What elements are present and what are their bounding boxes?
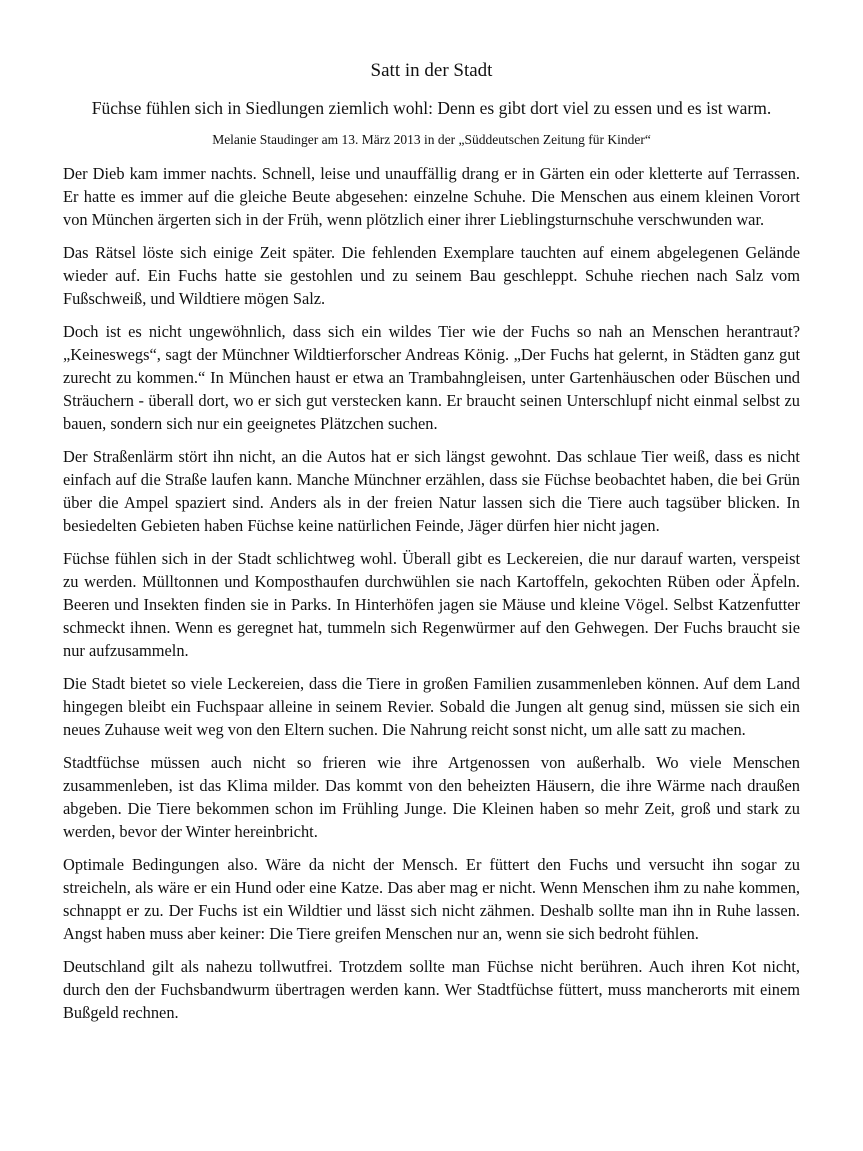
- article-byline: Melanie Staudinger am 13. März 2013 in der „Süddeutschen Zeitung für Kinder“: [212, 132, 651, 147]
- paragraph: Stadtfüchse müssen auch nicht so frieren wie ihre Artgenossen von außerhalb. Wo viele Menschen zusammenleben, ist das Klima milder. Das kommt von den beheizten Häusern, die ihre Wärme nach draußen abgeben. Die Tiere bekommen schon im Frühling Junge. Die Kleinen haben so mehr Zeit, groß und stark zu werden, bevor der Winter hereinbricht.: [63, 753, 800, 841]
- paragraph: Der Dieb kam immer nachts. Schnell, leise und unauffällig drang er in Gärten ein oder kletterte auf Terrassen. Er hatte es immer auf die gleiche Beute abgesehen: einzelne Schuhe. Die Menschen aus einem kleinen Vorort von München ärgerten sich in der Früh, wenn plötzlich einer ihrer Lieblingsturnschuhe verschwunden war.: [63, 164, 800, 229]
- article-body: [63, 162, 800, 1024]
- paragraph: Der Straßenlärm stört ihn nicht, an die Autos hat er sich längst gewohnt. Das schlaue Tier weiß, dass es nicht einfach auf die Straße laufen kann. Manche Münchner erzählen, dass sie Füchse beobachtet haben, die bei Grün über die Ampel spaziert sind. Anders als in der freien Natur lassen sich die Tiere auch tagsüber blicken. In besiedelten Gebieten haben Füchse keine natürlichen Feinde, Jäger dürfen hier nicht jagen.: [63, 447, 800, 535]
- paragraph: Das Rätsel löste sich einige Zeit später. Die fehlenden Exemplare tauchten auf einem abgelegenen Gelände wieder auf. Ein Fuchs hatte sie gestohlen und zu seinem Bau geschleppt. Schuhe riechen nach Salz vom Fußschweiß, und Wildtiere mögen Salz.: [63, 243, 800, 308]
- paragraph: Optimale Bedingungen also. Wäre da nicht der Mensch. Er füttert den Fuchs und versucht ihn sogar zu streicheln, als wäre er ein Hund oder eine Katze. Das aber mag er nicht. Wenn Menschen ihm zu nahe kommen, schnappt er zu. Der Fuchs ist ein Wildtier und lässt sich nicht zähmen. Deshalb sollte man ihn in Ruhe lassen. Angst haben muss aber keiner: Die Tiere greifen Menschen nur an, wenn sie sich bedroht fühlen.: [63, 855, 800, 943]
- paragraph: Füchse fühlen sich in der Stadt schlichtweg wohl. Überall gibt es Leckereien, die nur darauf warten, verspeist zu werden. Mülltonnen und Komposthaufen durchwühlen sie nach Kartoffeln, gekochten Rüben oder Äpfeln. Beeren und Insekten finden sie in Parks. In Hinterhöfen jagen sie Mäuse und kleine Vögel. Selbst Katzenfutter schmeckt ihnen. Wenn es geregnet hat, tummeln sich Regenwürmer auf den Gehwegen. Der Fuchs braucht sie nur aufzusammeln.: [63, 549, 800, 660]
- article-subtitle: Füchse fühlen sich in Siedlungen ziemlich wohl: Denn es gibt dort viel zu essen und es ist warm.: [91, 98, 772, 118]
- article-title: Satt in der Stadt: [370, 60, 493, 81]
- paragraph: Die Stadt bietet so viele Leckereien, dass die Tiere in großen Familien zusammenleben können. Auf dem Land hingegen bleibt ein Fuchspaar alleine in seinem Revier. Sobald die Jungen alt genug sind, müssen sie sich ein neues Zuhause weit weg von den Eltern suchen. Die Nahrung reicht sonst nicht, um alle satt zu machen.: [63, 674, 800, 739]
- paragraph: Doch ist es nicht ungewöhnlich, dass sich ein wildes Tier wie der Fuchs so nah an Menschen herantraut? „Keineswegs“, sagt der Münchner Wildtierforscher Andreas König. „Der Fuchs hat gelernt, in Städten ganz gut zurecht zu kommen.“ In München haust er etwa an Trambahngleisen, unter Gartenhäuschen oder Büschen und Sträuchern - überall dort, wo er sich gut verstecken kann. Er braucht seinen Unterschlupf nicht einmal selbst zu bauen, sondern sich nur ein geeignetes Plätzchen suchen.: [63, 322, 800, 433]
- paragraph: Deutschland gilt als nahezu tollwutfrei. Trotzdem sollte man Füchse nicht berühren. Auch ihren Kot nicht, durch den der Fuchsbandwurm übertragen werden kann. Wer Stadtfüchse füttert, muss mancherorts mit einem Bußgeld rechnen.: [63, 957, 800, 1022]
